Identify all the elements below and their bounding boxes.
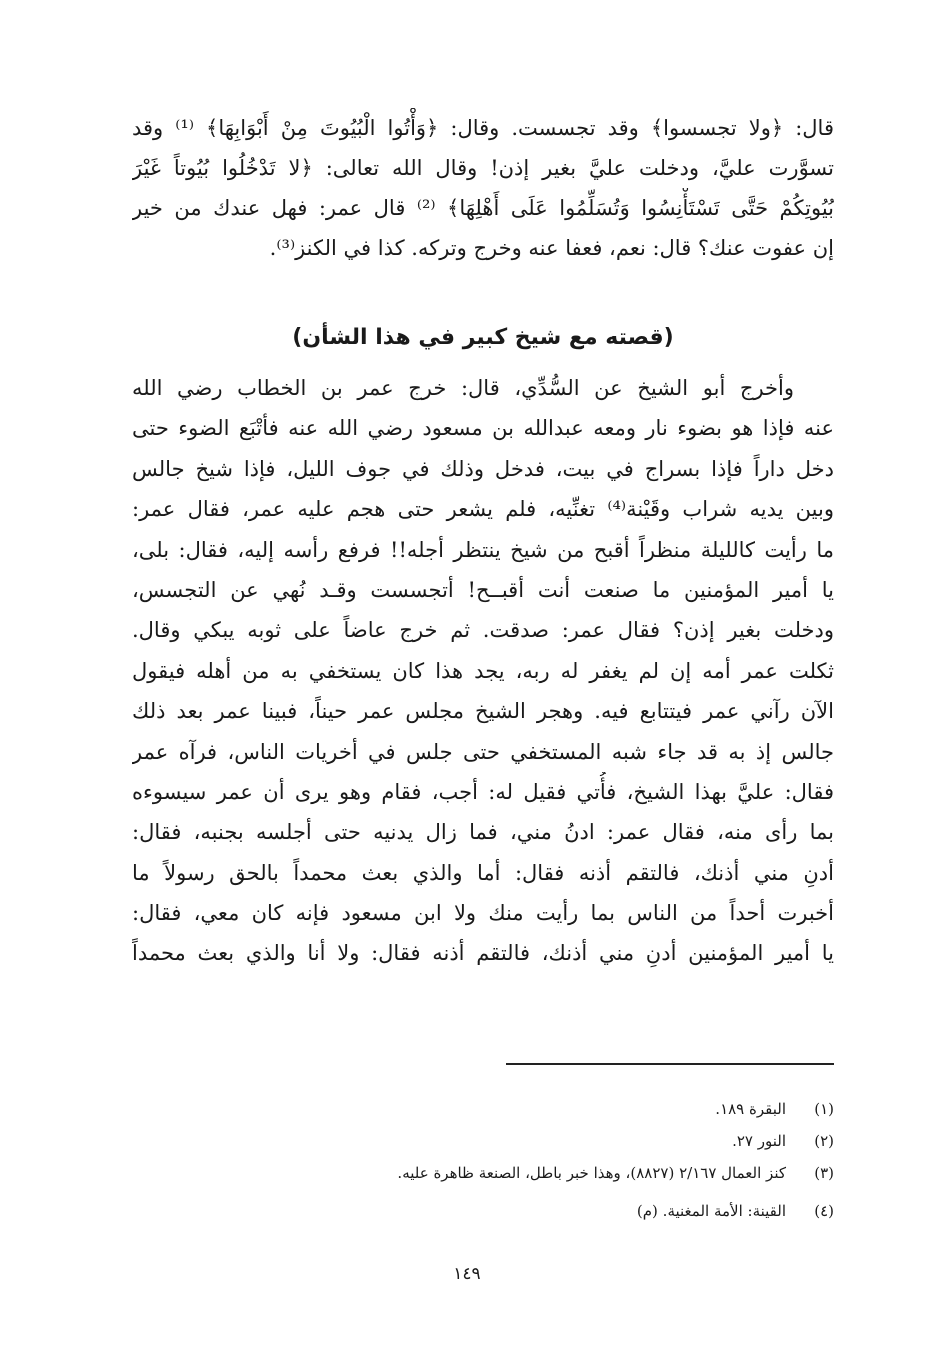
intro-paragraph — [132, 108, 834, 268]
footnote-number: (١) — [814, 1100, 834, 1118]
text-line: جالس إذ به قد جاء شبه المستخفي حتى جلس في أخريات الناس، فرآه عمر — [132, 739, 834, 764]
footnote-item — [200, 1125, 834, 1157]
footnote-number: (٤) — [814, 1202, 834, 1220]
footnote-number: (٣) — [814, 1164, 834, 1182]
footnote-item — [200, 1093, 834, 1125]
page-number: ١٤٩ — [453, 1264, 481, 1284]
text-line: الآن رآني عمر فيتتابع فيه. وهجر الشيخ مجلس عمر حيناً، فبينا عمر بعد ذلك — [132, 699, 834, 724]
footnote-text: القينة: الأمة المغنية. (م) — [636, 1202, 786, 1220]
text-line: بُيُوتِكُمْ حَتَّى تَسْتَأْنِسُوا وَتُسَلِّمُوا عَلَى أَهْلِهَا﴾ ⁽²⁾ قال عمر: فهل عندك من خير — [132, 196, 834, 220]
text-line: عنه فإذا هو بضوء نار ومعه عبدالله بن مسعود رضي الله عنه فأتْبَع الضوء حتى — [132, 416, 834, 441]
text-line: ودخلت بغير إذن؟ فقال عمر: صدقت. ثم خرج عاضاً على ثوبه يبكي وقال. — [132, 618, 834, 643]
text-line: أخبرت أحداً من الناس بما رأيت منك ولا ابن مسعود فإنه كان معي، فقال: — [132, 901, 834, 926]
text-line: ما رأيت كالليلة منظراً أقبح من شيخ ينتظر أجله!! فرفع رأسه إليه، فقال: بلى، — [132, 537, 834, 562]
text-line: ثكلت عمر أمه إن لم يغفر له ربه، يجد هذا كان يستخفي به من أهله فيقول — [132, 658, 834, 683]
text-line: قال: ﴿ولا تجسسوا﴾ وقد تجسست. وقال: ﴿وَأْتُوا الْبُيُوتَ مِنْ أَبْوَابِهَا﴾ ⁽¹⁾ وقد — [132, 116, 834, 140]
text-line: أدنِ مني أذنك، فالتقم أذنه فقال: أما والذي بعث محمداً بالحق رسولاً ما — [132, 860, 834, 885]
footnote-number: (٢) — [814, 1132, 834, 1150]
footnote-separator — [506, 1063, 834, 1065]
text-line: دخل داراً فإذا بسراج في بيت، فدخل وذلك في جوف الليل، فإذا شيخ جالس — [132, 456, 834, 481]
section-heading: (قصته مع شيخ كبير في هذا الشأن) — [292, 325, 674, 350]
story-paragraph — [132, 368, 834, 974]
text-line: إن عفوت عنك؟ قال: نعم، فعفا عنه وخرج وتركه. كذا في الكنز⁽³⁾. — [269, 236, 834, 260]
text-line: وبين يديه شراب وقَيْنة⁽⁴⁾ تغنِّيه، فلم يشعر حتى هجم عليه عمر، فقال عمر: — [132, 497, 834, 522]
text-line: يا أمير المؤمنين أدنِ مني أذنك، فالتقم أذنه فقال: ولا أنا والذي بعث محمداً — [132, 941, 834, 966]
text-line: تسوَّرت عليَّ، ودخلت عليَّ بغير إذن! وقال الله تعالى: ﴿لا تَدْخُلُوا بُيُوتاً غَيْرَ — [132, 156, 834, 180]
footnote-text: كنز العمال ٢/١٦٧ (٨٨٢٧)، وهذا خبر باطل، الصنعة ظاهرة عليه. — [397, 1164, 786, 1182]
footnote-item — [200, 1157, 834, 1189]
text-line: فقال: عليَّ بهذا الشيخ، فأُتي فقيل له: أجب، فقام وهو يرى أن عمر سيسوءه — [132, 779, 834, 804]
text-line: بما رأى منه، فقال عمر: ادنُ مني، فما زال يدنيه حتى أجلسه بجنبه، فقال: — [132, 820, 834, 845]
footnote-text: النور ٢٧. — [732, 1132, 786, 1150]
footnote-item — [200, 1195, 834, 1227]
text-line: وأخرج أبو الشيخ عن السُّدِّي، قال: خرج عمر بن الخطاب رضي الله — [132, 376, 794, 400]
text-line: يا أمير المؤمنين ما صنعت أنت أقبــح! أتجسست وقـد نُهي عن التجسس، — [132, 577, 834, 602]
footnotes — [200, 1093, 834, 1227]
footnote-text: البقرة ١٨٩. — [715, 1100, 786, 1118]
